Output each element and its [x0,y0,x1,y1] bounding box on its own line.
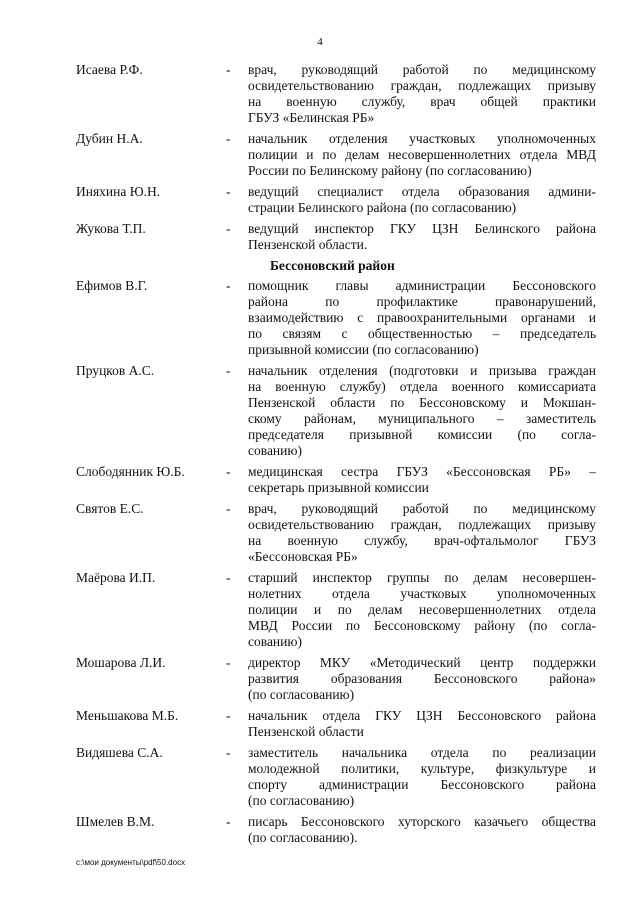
role-line: освидетельствованию граждан, подлежащих призыву [248,78,596,93]
dash-separator: - [226,501,231,516]
dash-separator: - [226,745,231,760]
member-row [76,184,596,216]
role-line: ведущий инспектор ГКУ ЦЗН Белинского района [248,221,596,236]
member-role [248,464,596,496]
role-line: России по Белинскому району (по согласованию) [248,163,532,178]
member-role [248,221,596,253]
member-row [76,570,596,650]
role-line: скому районам, муниципального – заместитель [248,411,596,426]
member-role [248,745,596,809]
role-line: полиции и по делам несовершеннолетних отдела [248,602,596,617]
bessonovsky-members [76,278,596,846]
dash-separator: - [226,464,231,479]
role-line: Пензенской области. [248,237,368,252]
member-role [248,501,596,565]
role-line: на военную службу, врач-офтальмолог ГБУЗ [248,533,596,548]
member-role [248,363,596,459]
role-line: МВД России по Бессоновскому району (по согла- [248,618,596,633]
member-row [76,745,596,809]
role-line: (по согласованию) [248,793,355,808]
role-line: развития образования Бессоновского района» [248,671,596,686]
dash-separator: - [226,131,231,146]
member-name: Ефимов В.Г. [76,278,148,293]
role-line: Пензенской области [248,724,364,739]
role-line: (по согласованию). [248,830,358,845]
role-line: страции Белинского района (по согласованию) [248,200,517,215]
member-name: Пруцков А.С. [76,363,155,378]
member-row [76,62,596,126]
role-line: ведущий специалист отдела образования админи- [248,184,596,199]
member-role [248,131,596,179]
role-line: на военную службу) отдела военного комиссариата [248,379,596,394]
member-name: Мошарова Л.И. [76,655,166,670]
role-line: Пензенской области по Бессоновскому и Мокшан- [248,395,596,410]
role-line: начальник отделения (подготовки и призыва граждан [248,363,596,378]
dash-separator: - [226,363,231,378]
dash-separator: - [226,655,231,670]
role-line: освидетельствованию граждан, подлежащих призыву [248,517,596,532]
dash-separator: - [226,221,231,236]
role-line: сованию) [248,634,302,649]
role-line: врач, руководящий работой по медицинскому [248,62,596,77]
dash-separator: - [226,184,231,199]
member-role [248,278,596,358]
member-name: Меньшакова М.Б. [76,708,179,723]
role-line: медицинская сестра ГБУЗ «Бессоновская РБ» – [248,464,596,479]
member-name: Шмелев В.М. [76,814,155,829]
dash-separator: - [226,708,231,723]
role-line: сованию) [248,443,302,458]
role-line: старший инспектор группы по делам несовершен- [248,570,596,585]
role-line: председателя призывной комиссии (по согла- [248,427,596,442]
member-row [76,363,596,459]
member-role [248,570,596,650]
dash-separator: - [226,278,231,293]
member-name: Маёрова И.П. [76,570,156,585]
role-line: врач, руководящий работой по медицинскому [248,501,596,516]
role-line: спорту администрации Бессоновского района [248,777,596,792]
member-role [248,708,596,740]
role-line: призывной комиссии (по согласованию) [248,342,479,357]
role-line: района по профилактике правонарушений, [248,294,596,309]
member-role [248,655,596,703]
section-title: Бессоновский район [270,258,395,273]
member-row [76,501,596,565]
role-line: ГБУЗ «Белинская РБ» [248,110,375,125]
member-role [248,184,596,216]
member-name: Слободянник Ю.Б. [76,464,185,479]
member-row [76,655,596,703]
belinsky-members [76,62,596,253]
role-line: директор МКУ «Методический центр поддержки [248,655,596,670]
member-row [76,131,596,179]
member-role [248,62,596,126]
dash-separator: - [226,62,231,77]
role-line: полиции и по делам несовершеннолетних отдела МВД [248,147,596,162]
role-line: начальник отдела ГКУ ЦЗН Бессоновского района [248,708,596,723]
member-role [248,814,596,846]
role-line: по связям с общественностью – председатель [248,326,596,341]
page-number: 4 [317,36,323,48]
member-name: Иняхина Ю.Н. [76,184,161,199]
member-name: Видяшева С.А. [76,745,163,760]
member-name: Жукова Т.П. [76,221,146,236]
role-line: на военную службу, врач общей практики [248,94,596,109]
role-line: молодежной политики, культуре, физкультуре и [248,761,596,776]
role-line: писарь Бессоновского хуторского казачьего общества [248,814,596,829]
role-line: заместитель начальника отдела по реализации [248,745,596,760]
role-line: нолетних отдела участковых уполномоченных [248,586,596,601]
member-name: Исаева Р.Ф. [76,62,143,77]
member-name: Дубин Н.А. [76,131,143,146]
role-line: помощник главы администрации Бессоновского [248,278,596,293]
role-line: «Бессоновская РБ» [248,549,358,564]
member-row [76,278,596,358]
file-path-footer: c:\мои документы\pdf\50.docx [76,858,186,867]
member-name: Святов Е.С. [76,501,144,516]
member-list [76,62,596,851]
role-line: взаимодействию с правоохранительными органами и [248,310,596,325]
role-line: (по согласованию) [248,687,355,702]
dash-separator: - [226,814,231,829]
member-row [76,814,596,846]
role-line: секретарь призывной комиссии [248,480,429,495]
member-row [76,221,596,253]
dash-separator: - [226,570,231,585]
role-line: начальник отделения участковых уполномоченных [248,131,596,146]
member-row [76,464,596,496]
member-row [76,708,596,740]
